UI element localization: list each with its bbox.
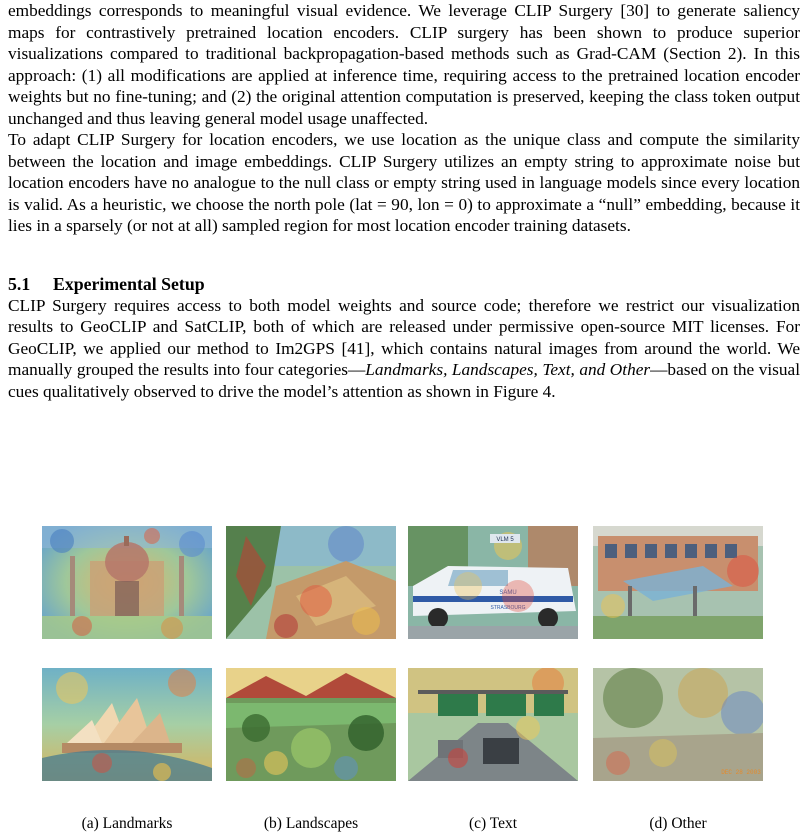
section-number: 5.1: [8, 273, 31, 294]
park-heatmap: [593, 668, 763, 781]
saliency-image-building: [593, 526, 763, 639]
highway-heatmap: [408, 668, 578, 781]
section-heading: [8, 273, 800, 295]
setup-text-end: —based on the visual cues qualitatively observed to drive the model’s attention as shown in Figure 4.: [8, 360, 801, 401]
ambulance-heatmap: [408, 526, 578, 639]
building-heatmap: [593, 526, 763, 639]
caption-landscapes: (b) Landscapes: [263, 815, 359, 832]
van-city-text: STRASBOURG: [490, 605, 526, 611]
paragraph-intro: embeddings corresponds to meaningful visual evidence. We leverage CLIP Surgery [30] to generate saliency maps for contrastively pretrained location encoders. CLIP surgery has been shown to produce superior visualizations compared to traditional backpropagation-based methods such as Grad-CAM (Section 2). In this approach: (1) all modifications are applied at inference time, requiring access to the pretrained location encoder weights but no fine-tuning; and (2) the original attention computation is preserved, keeping the class token output unchanged and thus leaving general model usage unaffected.: [8, 1, 800, 128]
van-side-text: SAMU: [499, 590, 517, 596]
opera-house-heatmap: [42, 668, 212, 781]
saliency-image-park: [593, 668, 763, 781]
paragraph-setup: [8, 295, 800, 403]
saliency-image-canyon: [226, 526, 396, 639]
date-stamp-text: DEC 28 2003: [721, 769, 761, 776]
saliency-image-highway: [408, 668, 578, 781]
saliency-image-taj-mahal: [42, 526, 212, 639]
saliency-image-opera-house: [42, 668, 212, 781]
canyon-heatmap: [226, 526, 396, 639]
caption-other: (d) Other: [649, 815, 707, 832]
setup-text-start: CLIP Surgery requires access to both model weights and source code; therefore we restrict our visualization results to GeoCLIP and SatCLIP, both of which are released under permissive open-source MIT licenses. For GeoCLIP, we applied our method to Im2GPS [41], which contains natural images from around the world. We manually grouped the results into four categories—: [8, 295, 800, 379]
taj-mahal-heatmap: [42, 526, 212, 639]
van-sign-text: VLM 5: [496, 537, 514, 543]
caption-landmarks: (a) Landmarks: [81, 815, 173, 832]
saliency-image-forest: [226, 668, 396, 781]
saliency-image-ambulance: [408, 526, 578, 639]
section-title: Experimental Setup: [53, 273, 205, 294]
caption-text: (c) Text: [468, 815, 518, 832]
paragraph-adaptation: To adapt CLIP Surgery for location encoders, we use location as the unique class and compute the similarity between the location and image embeddings. CLIP Surgery utilizes an empty string to approximate noise but location encoders have no analogue to the null class or empty string used in language models since every location is valid. As a heuristic, we choose the north pole (lat = 90, lon = 0) to approximate a “null” embedding, because it lies in a sparsely (or not at all) sampled region for most location encoder training datasets.: [8, 130, 800, 235]
paper-page: [8, 0, 800, 402]
setup-categories: Landmarks, Landscapes, Text, and Other: [365, 360, 651, 379]
figure-saliency-maps: [0, 526, 808, 838]
forest-heatmap: [226, 668, 396, 781]
